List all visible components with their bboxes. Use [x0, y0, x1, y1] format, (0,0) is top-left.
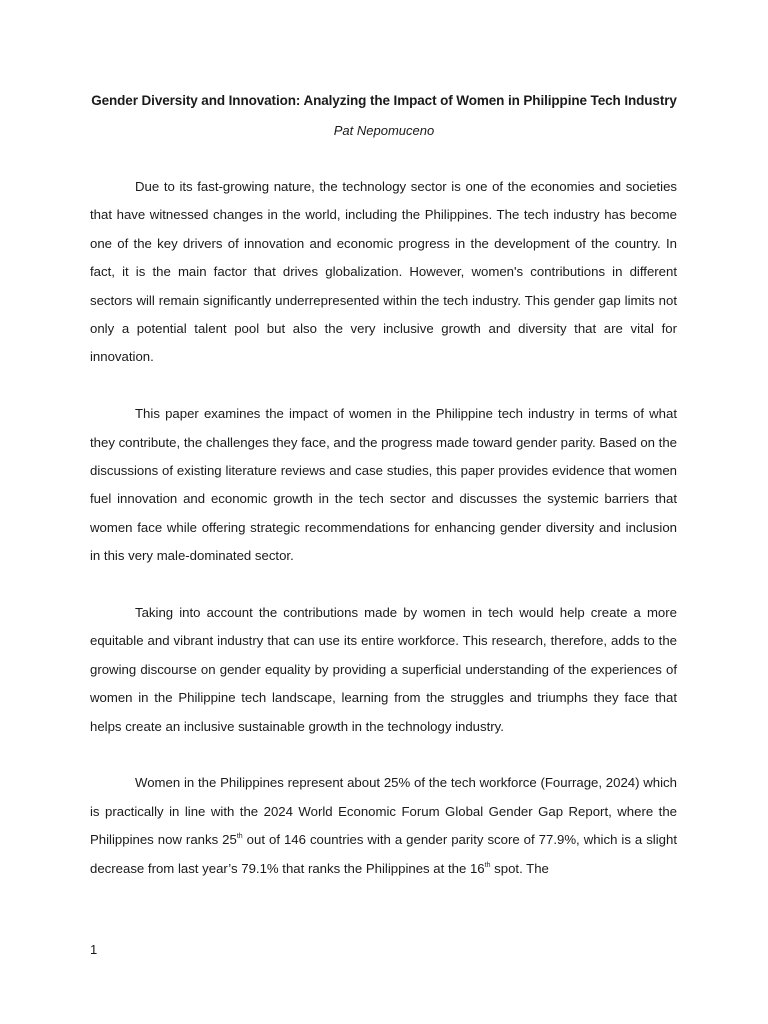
paragraph-text: Women in the Philippines represent about 25% of the tech workforce (Fourrage, 2024) which is practically in line with the 2024 World Economic Forum Global Gender Gap Report, where the Philippines now ranks 25 — [90, 775, 677, 848]
page-number: 1 — [90, 942, 98, 957]
paragraph: Taking into account the contributions made by women in tech would help create a more equitable and vibrant industry that can use its entire workforce. This research, therefore, adds to the growing discourse on gender equality by providing a superficial understanding of the experiences of women in the Philippine tech landscape, learning from the struggles and triumphs they face that helps create an inclusive sustainable growth in the technology industry. — [90, 605, 677, 734]
paper-author: Pat Nepomuceno — [333, 123, 435, 138]
paragraph-statistics — [90, 769, 677, 883]
paper-body — [90, 173, 677, 912]
paragraph-text: out of 146 countries with a gender parity score of 77.9%, which is a slight decrease from last year’s 79.1% that ranks the Philippines at the 16 — [90, 832, 677, 876]
paragraph-text: spot. The — [490, 860, 549, 876]
ordinal-suffix: th — [236, 833, 243, 841]
paper-title: Gender Diversity and Innovation: Analyzing the Impact of Women in Philippine Tech Industry — [91, 93, 677, 108]
paragraph: This paper examines the impact of women in the Philippine tech industry in terms of what they contribute, the challenges they face, and the progress made toward gender parity. Based on the discussions of existing literature reviews and case studies, this paper provides evidence that women fuel innovation and economic growth in the tech sector and discusses the systemic barriers that women face while offering strategic recommendations for enhancing gender diversity and inclusion in this very male-dominated sector. — [90, 406, 677, 564]
ordinal-suffix: th — [484, 861, 491, 869]
paragraph: Due to its fast-growing nature, the technology sector is one of the economies and societies that have witnessed changes in the world, including the Philippines. The tech industry has become one of the key drivers of innovation and economic progress in the development of the country. In fact, it is the main factor that drives globalization. However, women's contributions in different sectors will remain significantly underrepresented within the tech industry. This gender gap limits not only a potential talent pool but also the very inclusive growth and diversity that are vital for innovation. — [90, 179, 677, 365]
